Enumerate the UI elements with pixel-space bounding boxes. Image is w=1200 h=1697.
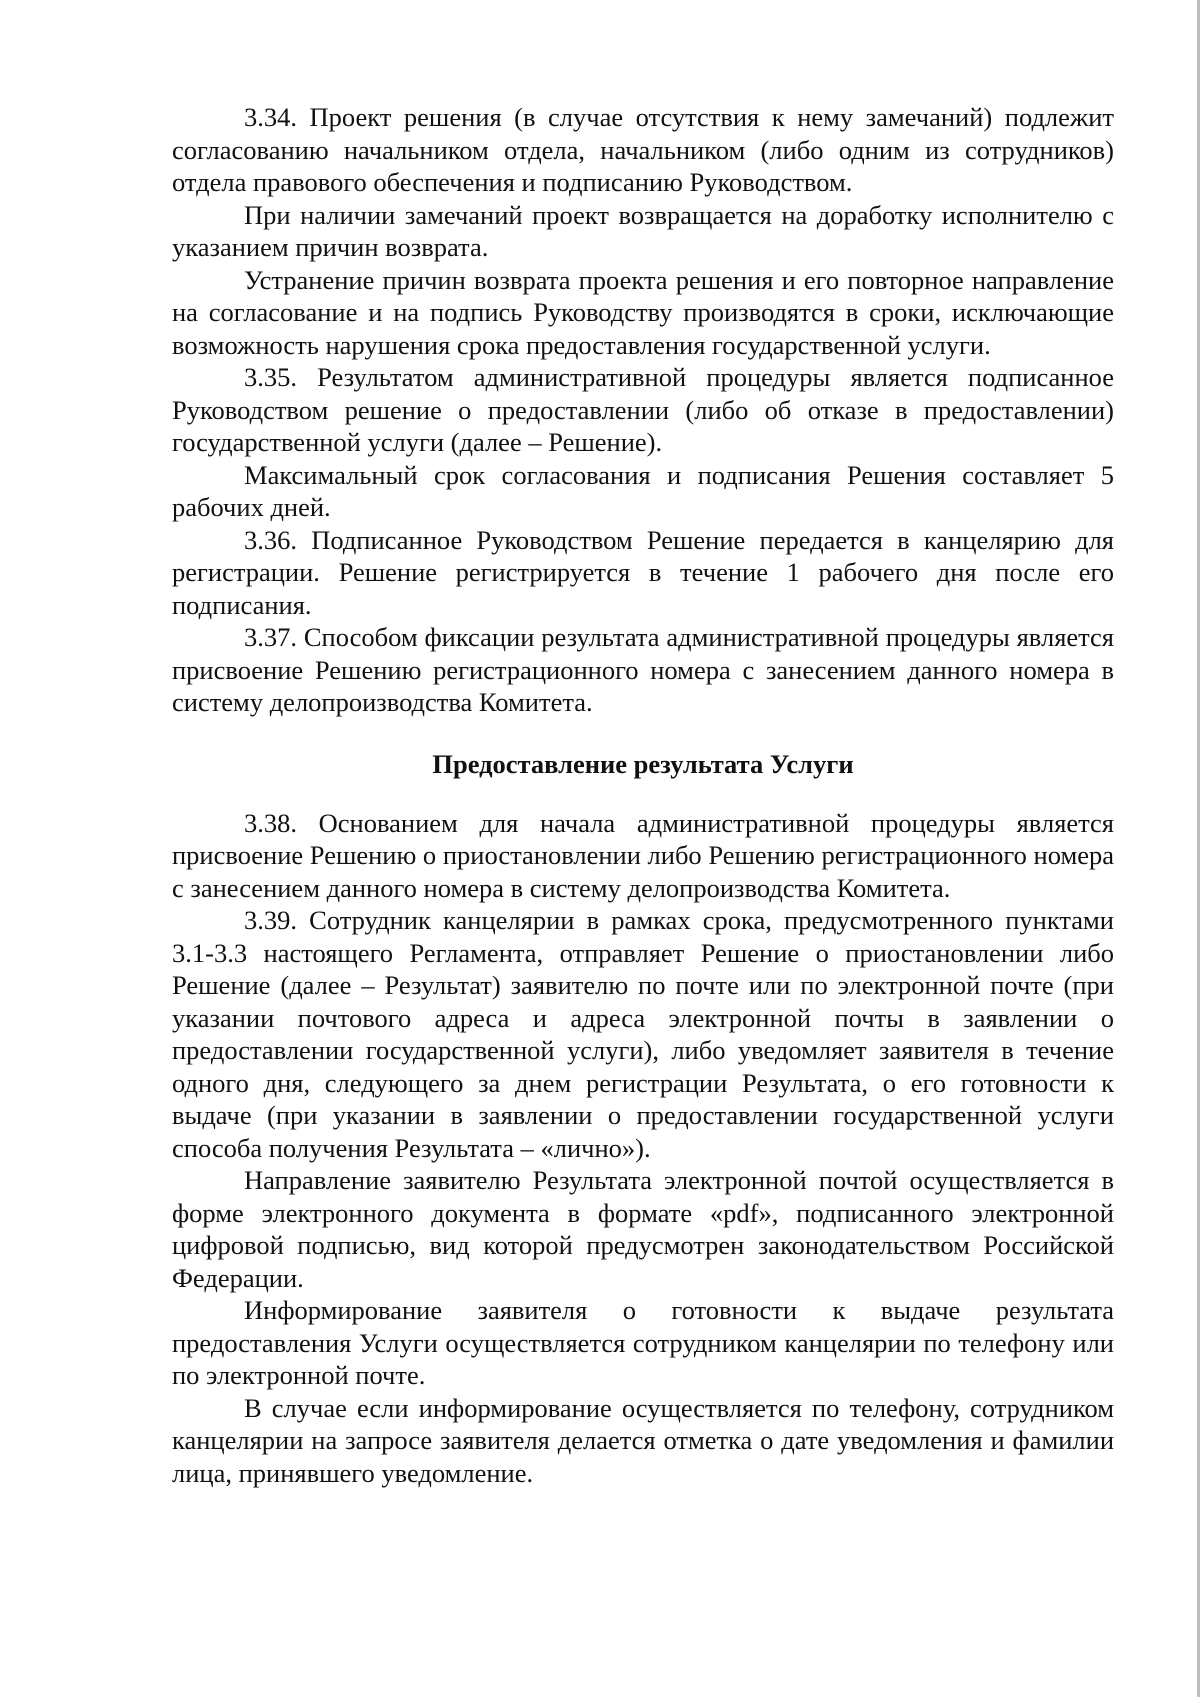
paragraph-3-36: 3.36. Подписанное Руководством Решение передается в канцелярию для регистрации. Решение регистрируется в течение 1 рабочего дня после его подписания.: [172, 524, 1114, 620]
paragraph-return-elimination: Устранение причин возврата проекта решения и его повторное направление на согласование и на подпись Руководству производятся в сроки, исключающие возможность нарушения срока предоставления государственной услуги.: [172, 264, 1114, 360]
paragraph-remarks-return: При наличии замечаний проект возвращается на доработку исполнителю с указанием причин возврата.: [172, 199, 1114, 262]
paragraph-email-delivery: Направление заявителю Результата электронной почтой осуществляется в форме электронного документа в формате «pdf», подписанного электронной цифровой подписью, вид которой предусмотрен законодательством Российской Федерации.: [172, 1165, 1114, 1293]
paragraph-3-34: 3.34. Проект решения (в случае отсутствия к нему замечаний) подлежит согласованию начальником отдела, начальником (либо одним из сотрудников) отдела правового обеспечения и подписанию Руководством.: [172, 102, 1114, 197]
document-body: [172, 101, 1114, 1489]
paragraph-readiness-notice: Информирование заявителя о готовности к выдаче результата предоставления Услуги осуществляется сотрудником канцелярии по телефону или по электронной почте.: [172, 1295, 1114, 1390]
paragraph-3-39: 3.39. Сотрудник канцелярии в рамках срока, предусмотренного пунктами 3.1-3.3 настоящего Регламента, отправляет Решение о приостановлении либо Решение (далее – Результат) заявителю по почте или по электронной почте (при указании почтового адреса и адреса электронной почты в заявлении о предоставлении государственной услуги), либо уведомляет заявителя в течение одного дня, следующего за днем регистрации Результата, о его готовности к выдаче (при указании в заявлении о предоставлении государственной услуги способа получения Результата – «лично»).: [172, 905, 1114, 1163]
paragraph-3-38: 3.38. Основанием для начала административной процедуры является присвоение Решению о приостановлении либо Решению регистрационного номера с занесением данного номера в систему делопроизводства Комитета.: [172, 807, 1114, 903]
paragraph-phone-notice: В случае если информирование осуществляется по телефону, сотрудником канцелярии на запросе заявителя делается отметка о дате уведомления и фамилии лица, принявшего уведомление.: [172, 1392, 1114, 1488]
paragraph-3-37: 3.37. Способом фиксации результата административной процедуры является присвоение Решению регистрационного номера с занесением данного номера в систему делопроизводства Комитета.: [172, 622, 1114, 717]
paragraph-3-35: 3.35. Результатом административной процедуры является подписанное Руководством решение о предоставлении (либо об отказе в предоставлении) государственной услуги (далее – Решение).: [172, 362, 1114, 457]
section-heading: Предоставление результата Услуги: [432, 748, 854, 779]
paragraph-max-term: Максимальный срок согласования и подписания Решения составляет 5 рабочих дней.: [172, 459, 1114, 522]
